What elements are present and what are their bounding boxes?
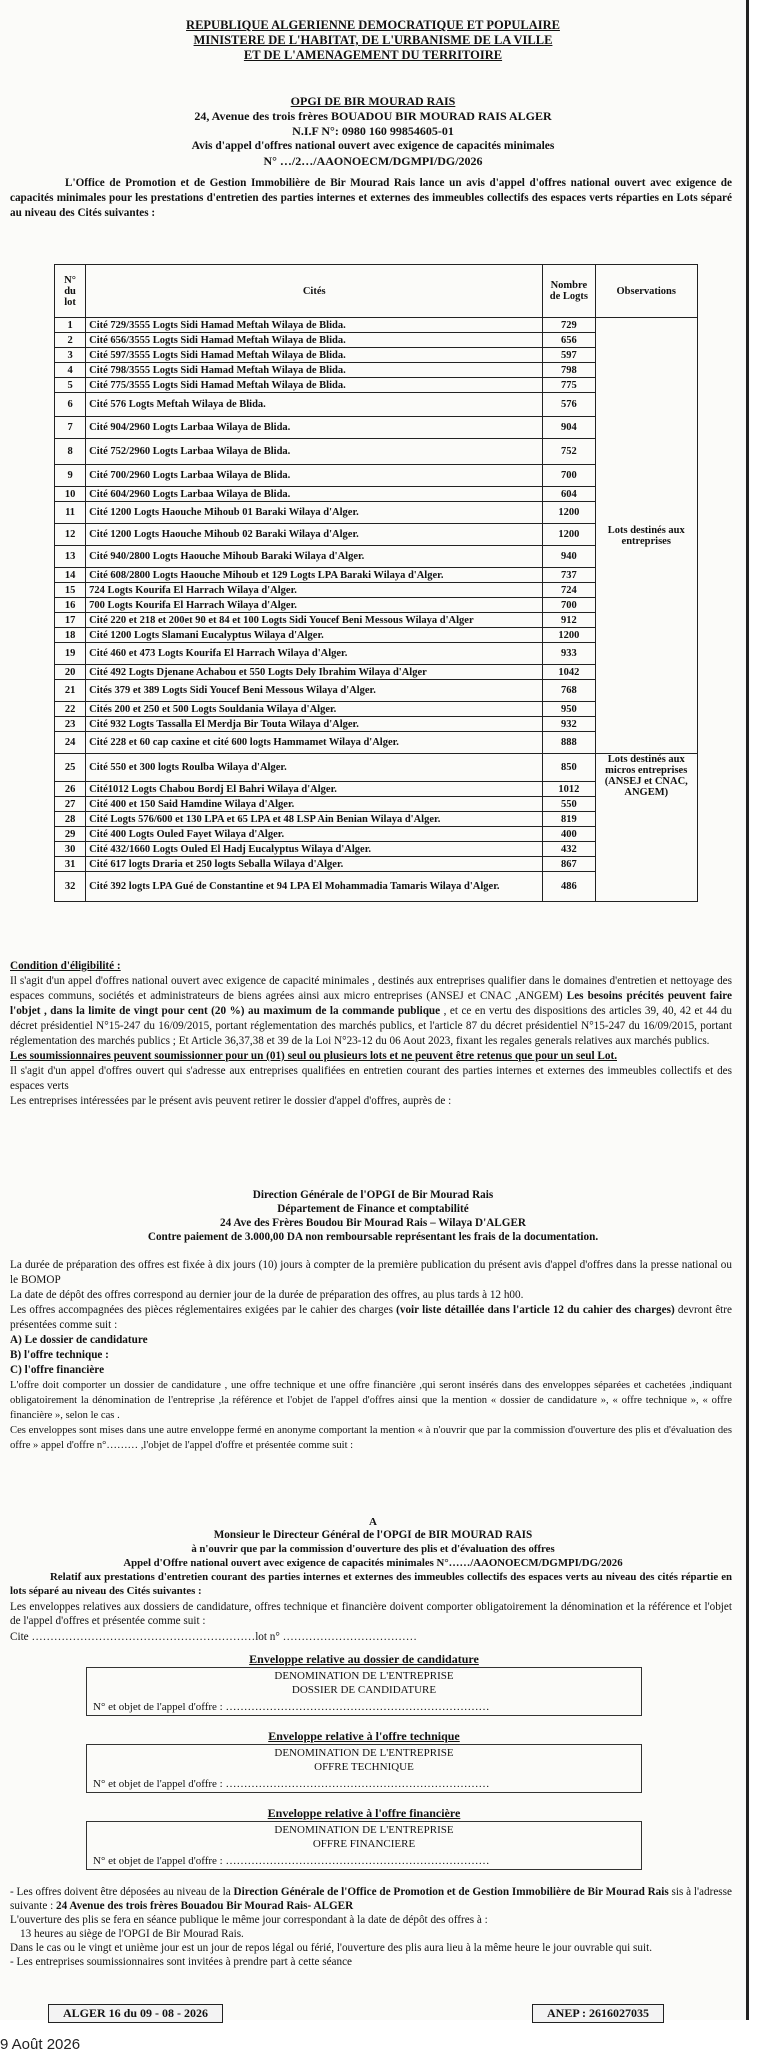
envelope-denomination: DENOMINATION DE L'ENTREPRISE: [274, 1824, 454, 1836]
direction-line1: Direction Générale de l'OPGI de Bir Mourad Rais: [252, 1189, 494, 1201]
lot-cite: Cité 392 logts LPA Gué de Constantine et 94 LPA El Mohammadia Tamaris Wilaya d'Alger.: [86, 872, 543, 902]
envelope-title: Enveloppe relative à l'offre technique: [268, 1729, 460, 1743]
address-a: A: [369, 1516, 377, 1528]
lot-cite: Cité 604/2960 Logts Larbaa Wilaya de Blida.: [86, 487, 543, 502]
eligibility-open-call: Il s'agit d'un appel d'offres ouvert qui s'adresse aux entreprises qualifiées en entretien courant des parties internes et externes des immeubles collectifs et des espaces verts: [10, 1065, 732, 1092]
lot-number: 27: [55, 797, 86, 812]
procedure-offers-a: Les offres accompagnées des pièces réglementaires exigées par le cahier des charges: [10, 1304, 397, 1316]
lot-number: 26: [55, 782, 86, 797]
lot-number: 30: [55, 842, 86, 857]
header-ministry: MINISTERE DE L'HABITAT, DE L'URBANISME DE LA VILLE: [193, 33, 553, 47]
lot-logts: 597: [543, 348, 595, 363]
lot-logts: 737: [543, 568, 595, 583]
envelope-title: Enveloppe relative à l'offre financière: [267, 1806, 461, 1820]
table-row: [55, 754, 698, 782]
lot-number: 7: [55, 417, 86, 439]
lot-logts: 933: [543, 643, 595, 665]
lot-logts: 768: [543, 680, 595, 702]
lot-cite: Cité 1200 Logts Haouche Mihoub 02 Baraki Wilaya d'Alger.: [86, 524, 543, 546]
avis-title: Avis d'appel d'offres national ouvert avec exigence de capacités minimales: [191, 140, 555, 152]
lot-number: 18: [55, 628, 86, 643]
eligibility-section: [10, 959, 732, 1109]
envelope-type: OFFRE FINANCIERE: [312, 1838, 416, 1850]
org-name: OPGI DE BIR MOURAD RAIS: [290, 94, 456, 108]
closing-deposit-d: 24 Avenue des trois frères Bouadou Bir Mourad Rais- ALGER: [56, 1900, 354, 1912]
eligibility-text-a: Il s'agit d'un appel d'offres national ouvert avec exigence de capacité minimales , destinés aux entreprises qualifier dans le domaines d'entretien et nettoyage des espaces communs, sociétés et administrateurs de biens agrées ainsi aux micro entreprises (ANSEJ et CNAC ,ANGEM): [10, 975, 732, 1002]
lot-cite: Cité 617 logts Draria et 250 logts Seballa Wilaya d'Alger.: [86, 857, 543, 872]
lot-cite: Cité 576 Logts Meftah Wilaya de Blida.: [86, 393, 543, 417]
envelope-ref: N° et objet de l'appel d'offre : ………………………………………………………………: [93, 1855, 490, 1867]
closing-opening: L'ouverture des plis se fera en séance publique le même jour correspondant à la date de dépôt des offres à :: [10, 1914, 488, 1926]
header-republic: REPUBLIQUE ALGERIENNE DEMOCRATIQUE ET POPULAIRE: [186, 18, 560, 32]
lot-number: 32: [55, 872, 86, 902]
lot-logts: 486: [543, 872, 595, 902]
lot-number: 28: [55, 812, 86, 827]
lot-cite: Cité 550 et 300 logts Roulba Wilaya d'Alger.: [86, 754, 543, 782]
lot-number: 19: [55, 643, 86, 665]
lot-number: 23: [55, 717, 86, 732]
item-financiere: C) l'offre financière: [10, 1364, 105, 1376]
item-technique: B) l'offre technique :: [10, 1349, 109, 1361]
lot-logts: 798: [543, 363, 595, 378]
lot-cite: Cité 798/3555 Logts Sidi Hamad Meftah Wilaya de Blida.: [86, 363, 543, 378]
address-director: Monsieur le Directeur Général de l'OPGI de BIR MOURAD RAIS: [213, 1529, 533, 1541]
intro-paragraph: L'Office de Promotion et de Gestion Immobilière de Bir Mourad Rais lance un avis d'appel d'offres national ouvert avec exigence de capacités minimales pour les prestations d'entretien des parties internes et externes des immeubles collectifs des espaces verts réparties en Lots séparé au niveau des Cités suivantes :: [10, 177, 732, 219]
procedure-envelopes: L'offre doit comporter un dossier de candidature , une offre technique et une offre financière ,qui seront insérés dans des enveloppes séparées et cachetées ,indiquant obligatoirement la dénomination de l'entreprise ,la référence et l'objet de l'appel d'offres ainsi que la mention « dossier de candidature », « offre technique », « offre financière », selon le cas .: [10, 1380, 732, 1421]
envelope-title: Enveloppe relative au dossier de candidature: [249, 1652, 479, 1666]
lot-number: 3: [55, 348, 86, 363]
procedure-offers-b: (voir liste détaillée dans l'article 12 du cahier des charges): [396, 1304, 675, 1316]
lot-logts: 904: [543, 417, 595, 439]
lot-cite: Cité 932 Logts Tassalla El Merdja Bir Touta Wilaya d'Alger.: [86, 717, 543, 732]
envelope-ref: N° et objet de l'appel d'offre : ………………………………………………………………: [93, 1778, 490, 1790]
lot-logts: 819: [543, 812, 595, 827]
address-envelopes-note: Les enveloppes relatives aux dossiers de candidature, offres technique et financière doivent comporter obligatoirement la dénomination et la référence et l'objet de l'appel d'offres et présentée comme suit :: [10, 1601, 732, 1627]
lot-cite: Cité1012 Logts Chabou Bordj El Bahri Wilaya d'Alger.: [86, 782, 543, 797]
lot-logts: 700: [543, 598, 595, 613]
closing-deposit-c: sis à l'adresse suivante :: [10, 1886, 732, 1912]
lot-logts: 550: [543, 797, 595, 812]
lot-cite: Cité 904/2960 Logts Larbaa Wilaya de Blida.: [86, 417, 543, 439]
footer-alger-ref: ALGER 16 du 09 - 08 - 2026: [48, 2004, 223, 2023]
col-header-cites: Cités: [86, 265, 543, 318]
lot-cite: Cité 220 et 218 et 200et 90 et 84 et 100 Logts Sidi Youcef Beni Messous Wilaya d'Alger: [86, 613, 543, 628]
lot-number: 16: [55, 598, 86, 613]
lot-cite: Cité 492 Logts Djenane Achabou et 550 Logts Dely Ibrahim Wilaya d'Alger: [86, 665, 543, 680]
eligibility-text-b: Les besoins précités peuvent faire l'objet , dans la limite de vingt pour cent (20 %) au maximum de la commande publique: [10, 990, 732, 1017]
lot-cite: Cité 752/2960 Logts Larbaa Wilaya de Blida.: [86, 439, 543, 465]
lot-cite: Cités 200 et 250 et 500 Logts Souldania Wilaya d'Alger.: [86, 702, 543, 717]
lot-logts: 888: [543, 732, 595, 754]
lot-cite: Cité 1200 Logts Haouche Mihoub 01 Baraki Wilaya d'Alger.: [86, 502, 543, 524]
envelope-financiere: [86, 1806, 642, 1870]
envelope-candidature: [86, 1652, 642, 1716]
lot-cite: Cité Logts 576/600 et 130 LPA et 65 LPA et 48 LSP Ain Benian Wilaya d'Alger.: [86, 812, 543, 827]
col-header-obs: Observations: [595, 265, 698, 318]
lot-logts: 729: [543, 318, 595, 333]
avis-reference: N° …/2…/AAONOECM/DGMPI/DG/2026: [263, 154, 483, 168]
lot-number: 4: [55, 363, 86, 378]
address-commission: à n'ouvrir que par la commission d'ouverture des plis et d'évaluation des offres: [191, 1543, 555, 1555]
lot-cite: Cité 1200 Logts Slamani Eucalyptus Wilaya d'Alger.: [86, 628, 543, 643]
col-header-num: N° du lot: [55, 265, 86, 318]
lot-logts: 604: [543, 487, 595, 502]
lot-cite: Cité 608/2800 Logts Haouche Mihoub et 129 Logts LPA Baraki Wilaya d'Alger.: [86, 568, 543, 583]
lot-cite: 724 Logts Kourifa El Harrach Wilaya d'Alger.: [86, 583, 543, 598]
lot-logts: 432: [543, 842, 595, 857]
lot-logts: 1042: [543, 665, 595, 680]
lot-number: 1: [55, 318, 86, 333]
lot-cite: Cité 775/3555 Logts Sidi Hamad Meftah Wilaya de Blida.: [86, 378, 543, 393]
eligibility-retrieve: Les entreprises intéressées par le présent avis peuvent retirer le dossier d'appel d'offres, auprès de :: [10, 1095, 452, 1107]
eligibility-paragraph: [10, 974, 732, 1049]
lot-number: 24: [55, 732, 86, 754]
lot-number: 20: [55, 665, 86, 680]
closing-holiday: Dans le cas ou le vingt et unième jour est un jour de repos légal ou férié, l'ouverture des plis aura lieu à la même heure le jour ouvrable qui suit.: [10, 1942, 652, 1954]
eligibility-title: Condition d'éligibilité :: [10, 960, 121, 972]
envelope-box: [86, 1744, 642, 1793]
lot-logts: 656: [543, 333, 595, 348]
item-candidature: A) Le dossier de candidature: [10, 1334, 148, 1346]
eligibility-single-lot: Les soumissionnaires peuvent soumissionner pour un (01) seul ou plusieurs lots et ne peuvent être retenus que pour un seul Lot.: [10, 1050, 618, 1062]
closing-hour: 13 heures au siège de l'OPGI de Bir Mourad Rais.: [20, 1928, 244, 1940]
envelope-type: DOSSIER DE CANDIDATURE: [291, 1684, 437, 1696]
lot-logts: 1012: [543, 782, 595, 797]
lot-number: 8: [55, 439, 86, 465]
lot-cite: Cité 940/2800 Logts Haouche Mihoub Baraki Wilaya d'Alger.: [86, 546, 543, 568]
lot-cite: Cité 432/1660 Logts Ouled El Hadj Eucalyptus Wilaya d'Alger.: [86, 842, 543, 857]
lot-logts: 1200: [543, 524, 595, 546]
header-ministry-2: ET DE L'AMENAGEMENT DU TERRITOIRE: [243, 48, 503, 62]
table-row: [55, 318, 698, 333]
lot-cite: Cité 460 et 473 Logts Kourifa El Harrach Wilaya d'Alger.: [86, 643, 543, 665]
lots-table: [54, 264, 698, 902]
lot-number: 12: [55, 524, 86, 546]
lot-number: 22: [55, 702, 86, 717]
lot-number: 21: [55, 680, 86, 702]
lot-logts: 700: [543, 465, 595, 487]
lot-cite: Cité 700/2960 Logts Larbaa Wilaya de Blida.: [86, 465, 543, 487]
lot-logts: 724: [543, 583, 595, 598]
lot-cite: Cités 379 et 389 Logts Sidi Youcef Beni Messous Wilaya d'Alger.: [86, 680, 543, 702]
lot-logts: 850: [543, 754, 595, 782]
lot-logts: 932: [543, 717, 595, 732]
lot-number: 15: [55, 583, 86, 598]
col-header-logts: Nombre de Logts: [543, 265, 595, 318]
procedure-offers: [10, 1303, 732, 1333]
lot-number: 25: [55, 754, 86, 782]
lot-cite: 700 Logts Kourifa El Harrach Wilaya d'Alger.: [86, 598, 543, 613]
table-header-row: [55, 265, 698, 318]
address-relatif: Relatif aux prestations d'entretien courant des parties internes et externes des immeubles collectifs des espaces verts au niveau des cités répartie en lots séparé au niveau des Cités suivantes :: [10, 1571, 732, 1597]
lot-cite: Cité 400 Logts Ouled Fayet Wilaya d'Alger.: [86, 827, 543, 842]
lot-number: 2: [55, 333, 86, 348]
closing-invite: - Les entreprises soumissionnaires sont invitées à prendre part à cette séance: [10, 1956, 353, 1968]
direction-line4: Contre paiement de 3.000,00 DA non remboursable représentant les frais de la documentation.: [147, 1231, 599, 1243]
envelope-denomination: DENOMINATION DE L'ENTREPRISE: [274, 1747, 454, 1759]
lot-number: 5: [55, 378, 86, 393]
eligibility-text-c: , et ce en vertu des dispositions des articles 39, 40, 42 et 44 du décret présidentiel N°15-247 du 16/09/2015, portant réglementation des marchés publics, et l'article 87 du décret présidentiel N°15-247 du 16/09/2015, portant réglementation des marchés publics ; Et Article 36,37,38 et 39 de la Loi N°23-12 du 06 Aout 2023, fixant les regales generals relatives aux marchés publics.: [10, 1005, 732, 1047]
envelope-box: [86, 1821, 642, 1870]
direction-line3: 24 Ave des Frères Boudou Bir Mourad Rais – Wilaya D'ALGER: [219, 1217, 527, 1229]
lot-cite: Cité 228 et 60 cap caxine et cité 600 logts Hammamet Wilaya d'Alger.: [86, 732, 543, 754]
lot-cite: Cité 400 et 150 Said Hamdine Wilaya d'Alger.: [86, 797, 543, 812]
lot-number: 9: [55, 465, 86, 487]
address-ao: Appel d'Offre national ouvert avec exigence de capacités minimales N°……/AAONOECM/DGMPI/DG/2026: [123, 1557, 623, 1569]
footer-anep-ref: ANEP : 2616027035: [532, 2004, 664, 2023]
lot-cite: Cité 597/3555 Logts Sidi Hamad Meftah Wilaya de Blida.: [86, 348, 543, 363]
lot-number: 14: [55, 568, 86, 583]
envelope-technique: [86, 1729, 642, 1793]
observation-micro-enterprises: Lots destinés aux micros entreprises (ANSEJ et CNAC, ANGEM): [595, 754, 698, 902]
org-address: 24, Avenue des trois frères BOUADOU BIR MOURAD RAIS ALGER: [194, 109, 552, 123]
lot-logts: 1200: [543, 628, 595, 643]
lot-number: 10: [55, 487, 86, 502]
procedure-section: [10, 1258, 732, 1453]
envelope-box: [86, 1667, 642, 1716]
lot-number: 17: [55, 613, 86, 628]
lot-logts: 775: [543, 378, 595, 393]
lot-number: 6: [55, 393, 86, 417]
closing-deposit-b: Direction Générale de l'Office de Promotion et de Gestion Immobilière de Bir Mourad Rais: [233, 1886, 669, 1898]
procedure-deposit-date: La date de dépôt des offres correspond au dernier jour de la durée de préparation des offres, au plus tards à 12 h00.: [10, 1289, 524, 1301]
lot-logts: 576: [543, 393, 595, 417]
lot-logts: 912: [543, 613, 595, 628]
lot-logts: 950: [543, 702, 595, 717]
envelope-type: OFFRE TECHNIQUE: [314, 1761, 414, 1773]
lot-number: 31: [55, 857, 86, 872]
procedure-outer-envelope: Ces enveloppes sont mises dans une autre enveloppe fermé en anonyme comportant la mention « à n'ouvrir que par la commission d'ouverture des plis et d'évaluation des offre » appel d'offre n°……… ,l'objet de l'appel d'offre et présentée comme suit :: [10, 1425, 732, 1451]
lot-logts: 940: [543, 546, 595, 568]
lot-logts: 1200: [543, 502, 595, 524]
procedure-duration: La durée de préparation des offres est fixée à dix jours (10) jours à compter de la première publication du présent avis d'appel d'offres dans la presse national ou le BOMOP: [10, 1259, 732, 1286]
lot-cite: Cité 729/3555 Logts Sidi Hamad Meftah Wilaya de Blida.: [86, 318, 543, 333]
envelope-ref: N° et objet de l'appel d'offre : ………………………………………………………………: [93, 1701, 490, 1713]
closing-deposit: [10, 1885, 732, 1913]
direction-line2: Département de Finance et comptabilité: [277, 1203, 469, 1215]
closing-section: [10, 1885, 732, 1969]
closing-deposit-a: - Les offres doivent être déposées au niveau de la: [10, 1886, 234, 1898]
procedure-offers-c: devront être présentées comme suit :: [10, 1304, 732, 1331]
org-nif: N.I.F N°: 0980 160 99854605-01: [292, 124, 454, 138]
envelope-denomination: DENOMINATION DE L'ENTREPRISE: [274, 1670, 454, 1682]
publication-date: 9 Août 2026: [0, 2036, 81, 2053]
lot-logts: 400: [543, 827, 595, 842]
observation-enterprises: Lots destinés aux entreprises: [595, 318, 698, 754]
lot-logts: 867: [543, 857, 595, 872]
lot-cite: Cité 656/3555 Logts Sidi Hamad Meftah Wilaya de Blida.: [86, 333, 543, 348]
lot-number: 29: [55, 827, 86, 842]
lot-number: 11: [55, 502, 86, 524]
lot-number: 13: [55, 546, 86, 568]
address-cite-line: Cite ……………………………………………………lot n° ………………………………: [10, 1631, 417, 1643]
lot-logts: 752: [543, 439, 595, 465]
